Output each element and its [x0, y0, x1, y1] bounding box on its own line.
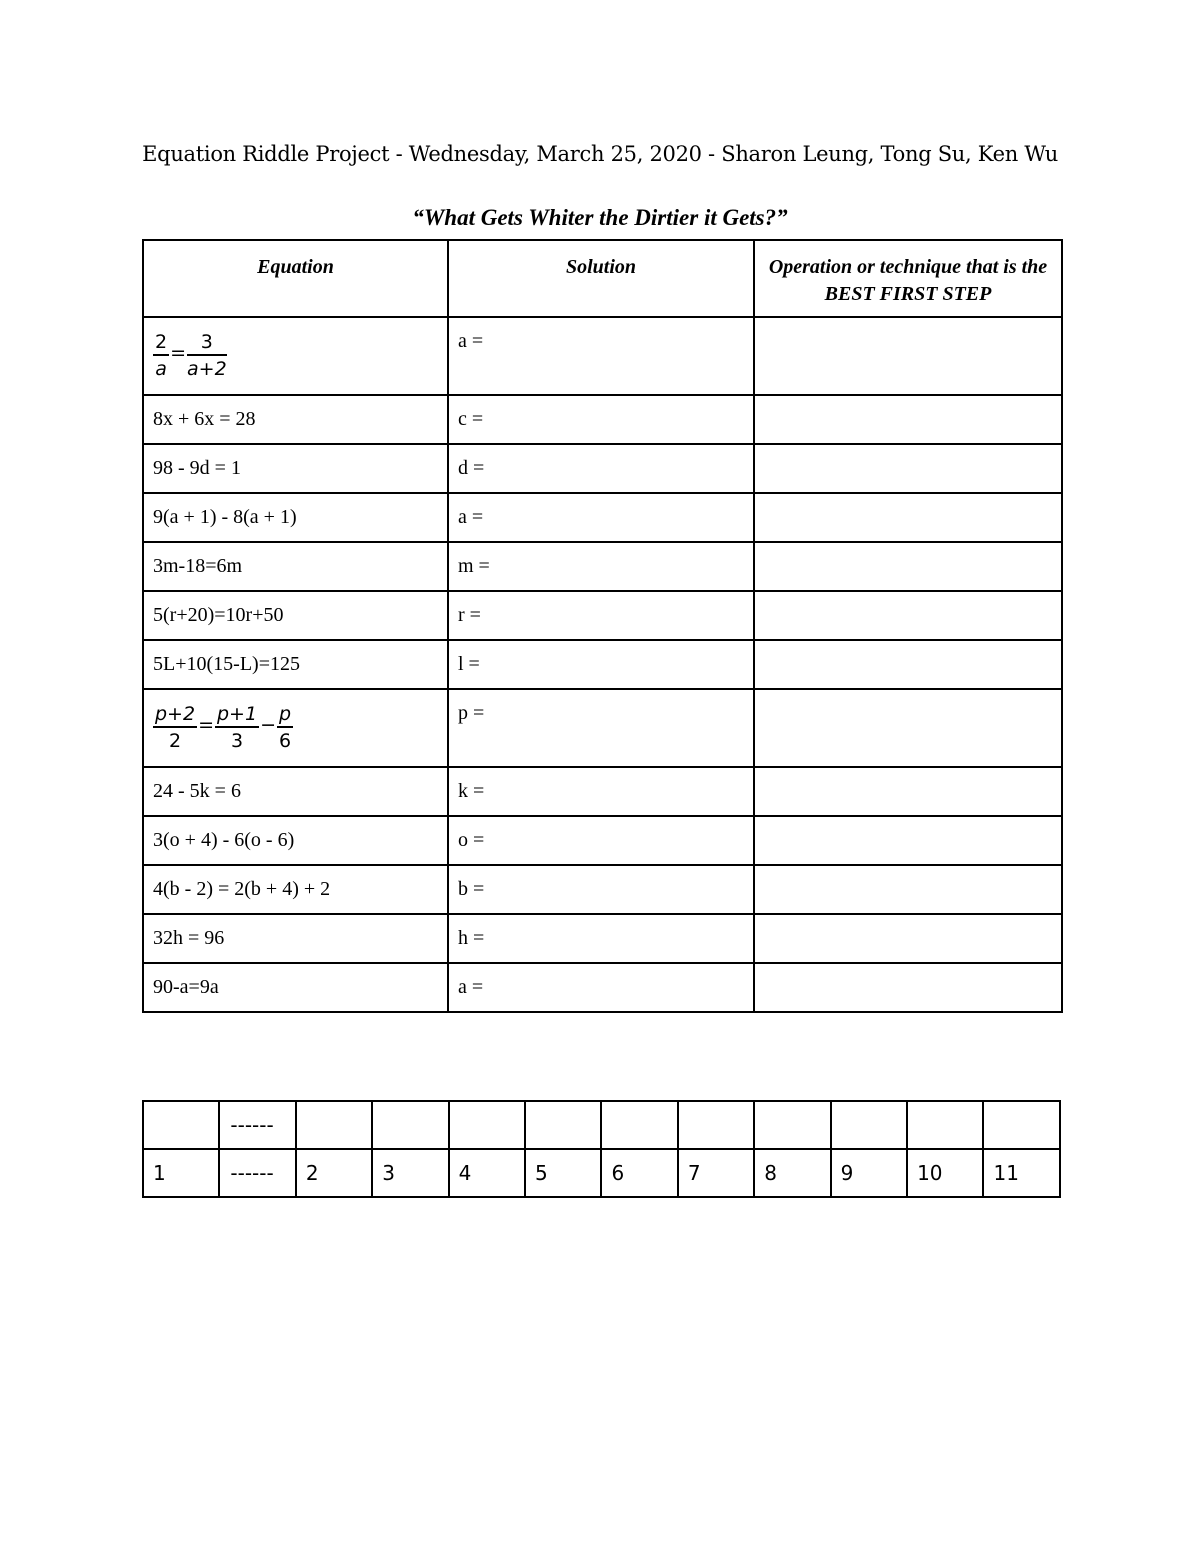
solution-cell[interactable]: a = [448, 317, 754, 395]
solution-cell[interactable]: o = [448, 816, 754, 865]
table-row [143, 444, 1062, 493]
solution-cell[interactable]: r = [448, 591, 754, 640]
answer-number-cell: ------ [219, 1149, 295, 1197]
equals-sign: = [170, 342, 187, 364]
denominator: a [155, 358, 167, 380]
fraction [153, 702, 197, 754]
table-row [143, 816, 1062, 865]
equation-cell: 32h = 96 [143, 914, 448, 963]
column-header-solution: Solution [448, 240, 754, 317]
operation-cell[interactable] [754, 963, 1062, 1012]
equation-cell [143, 689, 448, 767]
answer-number-row [143, 1149, 1060, 1197]
denominator: a+2 [187, 358, 227, 380]
answer-letter-row [143, 1101, 1060, 1149]
minus-sign: − [260, 714, 276, 736]
numerator: p [277, 702, 293, 728]
table-row [143, 493, 1062, 542]
answer-number-cell: 5 [525, 1149, 601, 1197]
solution-cell[interactable]: b = [448, 865, 754, 914]
operation-cell[interactable] [754, 493, 1062, 542]
table-row [143, 689, 1062, 767]
solution-cell[interactable]: p = [448, 689, 754, 767]
answer-number-cell: 3 [372, 1149, 448, 1197]
solution-cell[interactable]: a = [448, 963, 754, 1012]
answer-letter-cell[interactable] [601, 1101, 677, 1149]
answer-letter-cell: ------ [219, 1101, 295, 1149]
equation-cell: 3(o + 4) - 6(o - 6) [143, 816, 448, 865]
answer-number-cell: 11 [983, 1149, 1060, 1197]
operation-cell[interactable] [754, 591, 1062, 640]
operation-cell[interactable] [754, 444, 1062, 493]
operation-cell[interactable] [754, 767, 1062, 816]
table-row [143, 317, 1062, 395]
operation-cell[interactable] [754, 914, 1062, 963]
numerator: 3 [187, 330, 227, 356]
operation-cell[interactable] [754, 689, 1062, 767]
answer-letter-cell[interactable] [831, 1101, 907, 1149]
answer-number-cell: 7 [678, 1149, 754, 1197]
equation-cell: 3m-18=6m [143, 542, 448, 591]
answer-grid [142, 1100, 1061, 1198]
operation-cell[interactable] [754, 865, 1062, 914]
table-row [143, 395, 1062, 444]
answer-letter-cell[interactable] [678, 1101, 754, 1149]
answer-number-cell: 1 [143, 1149, 219, 1197]
equation-cell [143, 317, 448, 395]
answer-letter-cell[interactable] [525, 1101, 601, 1149]
operation-cell[interactable] [754, 640, 1062, 689]
table-row [143, 640, 1062, 689]
operation-cell[interactable] [754, 395, 1062, 444]
answer-letter-cell[interactable] [907, 1101, 983, 1149]
equals-sign: = [198, 714, 214, 736]
solution-cell[interactable]: h = [448, 914, 754, 963]
answer-letter-cell[interactable] [449, 1101, 525, 1149]
solution-cell[interactable]: l = [448, 640, 754, 689]
operation-cell[interactable] [754, 542, 1062, 591]
equation-cell: 5L+10(15-L)=125 [143, 640, 448, 689]
document-header: Equation Riddle Project - Wednesday, March 25, 2020 - Sharon Leung, Tong Su, Ken Wu [142, 142, 1058, 166]
table-row [143, 914, 1062, 963]
column-header-equation: Equation [143, 240, 448, 317]
solution-cell[interactable]: d = [448, 444, 754, 493]
equation-cell: 4(b - 2) = 2(b + 4) + 2 [143, 865, 448, 914]
table-row [143, 865, 1062, 914]
table-row [143, 591, 1062, 640]
answer-letter-cell[interactable] [754, 1101, 830, 1149]
answer-number-cell: 6 [601, 1149, 677, 1197]
table-row [143, 963, 1062, 1012]
operation-cell[interactable] [754, 816, 1062, 865]
fraction [215, 702, 259, 754]
operation-cell[interactable] [754, 317, 1062, 395]
answer-number-cell: 4 [449, 1149, 525, 1197]
equation-table [142, 239, 1063, 1013]
denominator: 6 [278, 730, 292, 752]
riddle-title: “What Gets Whiter the Dirtier it Gets?” [412, 205, 788, 230]
numerator: p+1 [215, 702, 259, 728]
table-row [143, 542, 1062, 591]
denominator: 3 [230, 730, 244, 752]
solution-cell[interactable]: m = [448, 542, 754, 591]
answer-letter-cell[interactable] [143, 1101, 219, 1149]
solution-cell[interactable]: c = [448, 395, 754, 444]
answer-number-cell: 10 [907, 1149, 983, 1197]
table-row [143, 767, 1062, 816]
column-header-operation: Operation or technique that is the BEST FIRST STEP [754, 240, 1062, 317]
answer-number-cell: 8 [754, 1149, 830, 1197]
equation-cell: 24 - 5k = 6 [143, 767, 448, 816]
answer-letter-cell[interactable] [983, 1101, 1060, 1149]
equation-cell: 90-a=9a [143, 963, 448, 1012]
denominator: 2 [168, 730, 182, 752]
table-header-row [143, 240, 1062, 317]
equation-cell: 9(a + 1) - 8(a + 1) [143, 493, 448, 542]
answer-number-cell: 9 [831, 1149, 907, 1197]
fraction [187, 330, 227, 382]
equation-cell: 8x + 6x = 28 [143, 395, 448, 444]
equation-cell: 5(r+20)=10r+50 [143, 591, 448, 640]
equation-cell: 98 - 9d = 1 [143, 444, 448, 493]
answer-number-cell: 2 [296, 1149, 372, 1197]
answer-letter-cell[interactable] [372, 1101, 448, 1149]
numerator: p+2 [153, 702, 197, 728]
fraction [153, 330, 169, 382]
numerator: 2 [153, 330, 169, 356]
fraction [277, 702, 293, 754]
answer-letter-cell[interactable] [296, 1101, 372, 1149]
solution-cell[interactable]: a = [448, 493, 754, 542]
solution-cell[interactable]: k = [448, 767, 754, 816]
